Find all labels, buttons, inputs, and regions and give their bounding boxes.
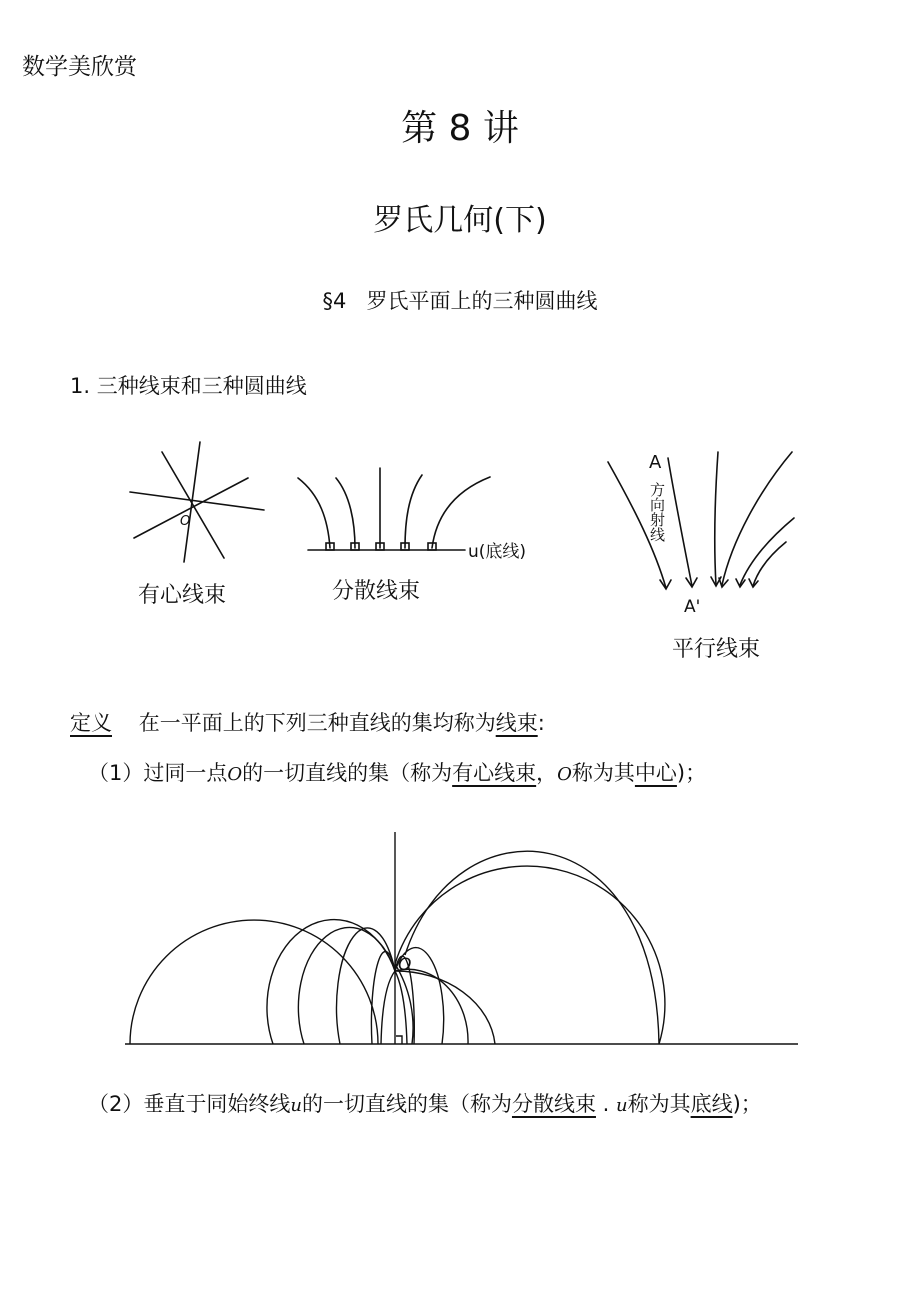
section-heading: 罗氏平面上的三种圆曲线 [366, 289, 598, 313]
parallel-pencil-drawing [608, 452, 794, 589]
point-a-label: A [649, 452, 662, 473]
item-1-var-o2: O [557, 764, 572, 785]
item-2-number: （2） [88, 1092, 144, 1116]
chapter-title: 罗氏几何(下) [373, 203, 547, 238]
definition-concept: 线束 [495, 711, 538, 735]
central-point-label: O [180, 514, 191, 529]
definition-line [70, 707, 545, 737]
header-label: 数学美欣赏 [22, 54, 137, 80]
central-pencil-drawing [130, 442, 264, 562]
section-title [0, 285, 920, 315]
item-2-text-b: 的一切直线的集（称为 [301, 1092, 512, 1116]
subsection-title: 1. 三种线束和三种圆曲线 [70, 374, 307, 398]
item-1-text-b: 的一切直线的集（称为 [242, 761, 453, 785]
item-2-text-c: . [595, 1092, 616, 1116]
item-1-term2: 中心 [634, 761, 677, 785]
item-1-text-e: )； [676, 761, 707, 785]
item-2 [88, 1088, 762, 1118]
lecture-title: 第 8 讲 [401, 108, 519, 149]
section-number: §4 [322, 289, 347, 313]
pencils-figure [100, 430, 820, 670]
item-1-text-c: ， [536, 761, 558, 785]
item-2-text-e: )； [732, 1092, 762, 1116]
item-2-var-u2: u [616, 1095, 628, 1116]
direction-ray-label: 方向射线 [648, 482, 666, 542]
definition-text: 在一平面上的下列三种直线的集均称为 [138, 711, 496, 735]
center-point-label: O [398, 955, 412, 975]
parallel-pencil-caption: 平行线束 [672, 637, 761, 662]
definition-end: : [537, 711, 545, 735]
item-2-var-u: u [290, 1095, 302, 1116]
base-line-label: u(底线) [468, 542, 527, 562]
divergent-pencil-caption: 分散线束 [332, 579, 421, 604]
divergent-pencil-drawing [298, 468, 490, 550]
item-1-var-o: O [227, 764, 243, 785]
item-1-term: 有心线束 [452, 761, 537, 785]
item-1 [88, 757, 706, 787]
item-1-text-d: 称为其 [571, 761, 635, 785]
item-2-text-d: 称为其 [627, 1092, 691, 1116]
central-pencil-caption: 有心线束 [138, 583, 227, 608]
item-2-term2: 底线 [690, 1092, 733, 1116]
central-pencil-figure [110, 820, 810, 1060]
point-a-prime-label: A' [684, 597, 701, 617]
item-1-text-a: 过同一点 [143, 761, 228, 785]
item-2-term: 分散线束 [511, 1092, 596, 1116]
item-1-number: （1） [88, 761, 144, 785]
definition-term: 定义 [70, 711, 112, 735]
item-2-text-a: 垂直于同始终线 [143, 1092, 291, 1116]
